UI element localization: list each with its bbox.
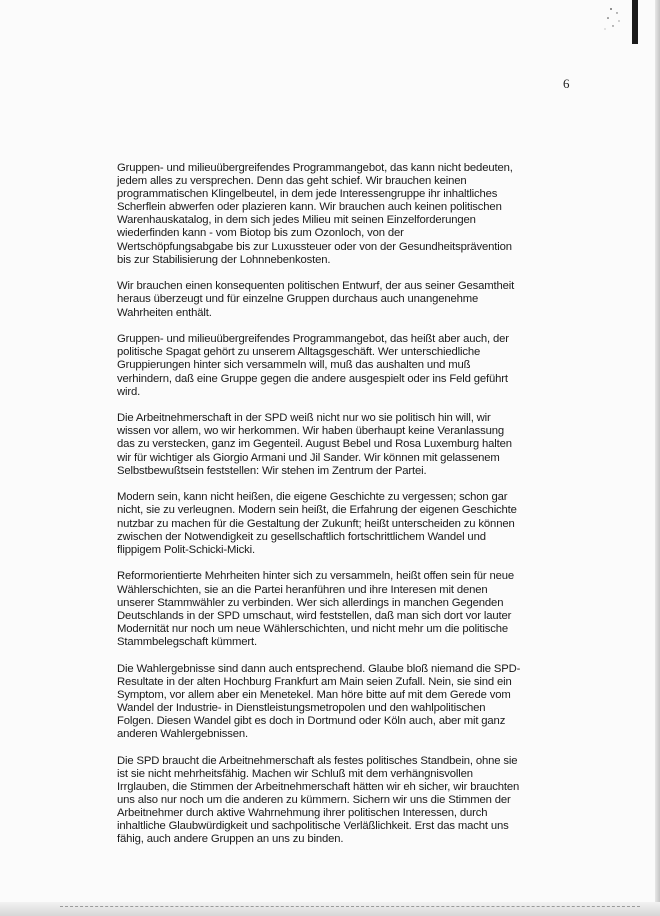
scan-bottom-line	[60, 906, 640, 908]
paragraph: Die Arbeitnehmerschaft in der SPD weiß nicht nur wo sie politisch hin will, wir wissen vor allem, wo wir herkommen. Wir haben überhaupt keine Veranlassung das zu verstecken, ganz im Gegenteil. August Bebel und Rosa Luxemburg halten wir für wichtiger als Giorgio Armani und Jil Sander. Wir können mit gelassenem Selbstbewußtsein feststellen: Wir stehen im Zentrum der Partei.	[117, 412, 512, 477]
paragraph: Reformorientierte Mehrheiten hinter sich zu versammeln, heißt offen sein für neue Wählerschichten, sie an die Partei heranführen und ihre Interesen mit denen unserer Stammwähler zu verbinden. Wer sich allerdings in manchen Gegenden Deutschlands in der SPD umschaut, wird feststellen, daß man sich dort vor lauter Modernität nur noch um neue Wählerschichten, und nicht mehr um die politische Stammbelegschaft kümmert.	[117, 570, 515, 648]
scan-edge-shadow	[655, 0, 660, 916]
scan-corner-mark	[632, 0, 638, 44]
page-number: 6	[563, 76, 570, 91]
paragraph: Die SPD braucht die Arbeitnehmerschaft als festes politisches Standbein, ohne sie ist sie nicht mehrheitsfähig. Machen wir Schluß mit dem verhängnisvollen Irrglauben, die Stimmen der Arbeitnehmerschaft hätten wir eh sicher, wir brauchten uns also nur noch um die anderen zu kümmern. Sichern wir uns die Stimmen der Arbeitnehmer durch aktive Wahrnehmung ihrer politischen Interessen, durch inhaltliche Glaubwürdigkeit und sachpolitische Verläßlichkeit. Erst das macht uns fähig, auch andere Gruppen an uns zu binden.	[117, 754, 520, 846]
paragraph: Gruppen- und milieuübergreifendes Programmangebot, das kann nicht bedeuten, jedem alles zu versprechen. Denn das geht schief. Wir brauchen keinen programmatischen Klingelbeutel, in dem jede Interessengruppe ihr inhaltliches Scherflein abwerfen oder plazieren kann. Wir brauchen auch keinen politischen Warenhauskatalog, in dem sich jedes Milieu mit seinen Einzelforderungen wiederfinden kann - vom Biotop bis zum Ozonloch, von der Wertschöpfungsabgabe bis zur Luxussteuer oder von der Gesundheitsprävention bis zur Stabilisierung der Lohnnebenkosten.	[117, 162, 513, 266]
paragraph: Gruppen- und milieuübergreifendes Programmangebot, das heißt aber auch, der politische Spagat gehört zu unserem Alltagsgeschäft. Wer unterschiedliche Gruppierungen hinter sich versammeln will, muß das aushalten und muß verhindern, daß eine Gruppe gegen die andere ausgespielt oder ins Feld geführt wird.	[117, 333, 509, 398]
paragraph: Modern sein, kann nicht heißen, die eigene Geschichte zu vergessen; schon gar nicht, sie zu verleugnen. Modern sein heißt, die Erfahrung der eigenen Geschichte nutzbar zu machen für die Gestaltung der Zukunft; heißt unterscheiden zu können zwischen der Notwendigkeit zu gesellschaftlich fortschrittlichem Wandel und flippigem Polit-Schicki-Micki.	[117, 491, 517, 556]
scan-specks	[597, 4, 627, 34]
body-text	[117, 162, 545, 860]
paragraph: Die Wahlergebnisse sind dann auch entsprechend. Glaube bloß niemand die SPD- Resultate in der alten Hochburg Frankfurt am Main seien Zufall. Nein, sie sind ein Symptom, vor allem aber ein Menetekel. Man höre bitte auf mit dem Gerede vom Wandel der Industrie- in Dienstleistungsmetropolen und den wahlpolitischen Folgen. Diesen Wandel gibt es doch in Dortmund oder Köln auch, aber mit ganz anderen Wahlergebnissen.	[117, 662, 521, 741]
scan-bottom-edge	[0, 902, 660, 916]
paragraph: Wir brauchen einen konsequenten politischen Entwurf, der aus seiner Gesamtheit heraus überzeugt und für einzelne Gruppen durchaus auch unangenehme Wahrheiten enthält.	[117, 280, 515, 319]
